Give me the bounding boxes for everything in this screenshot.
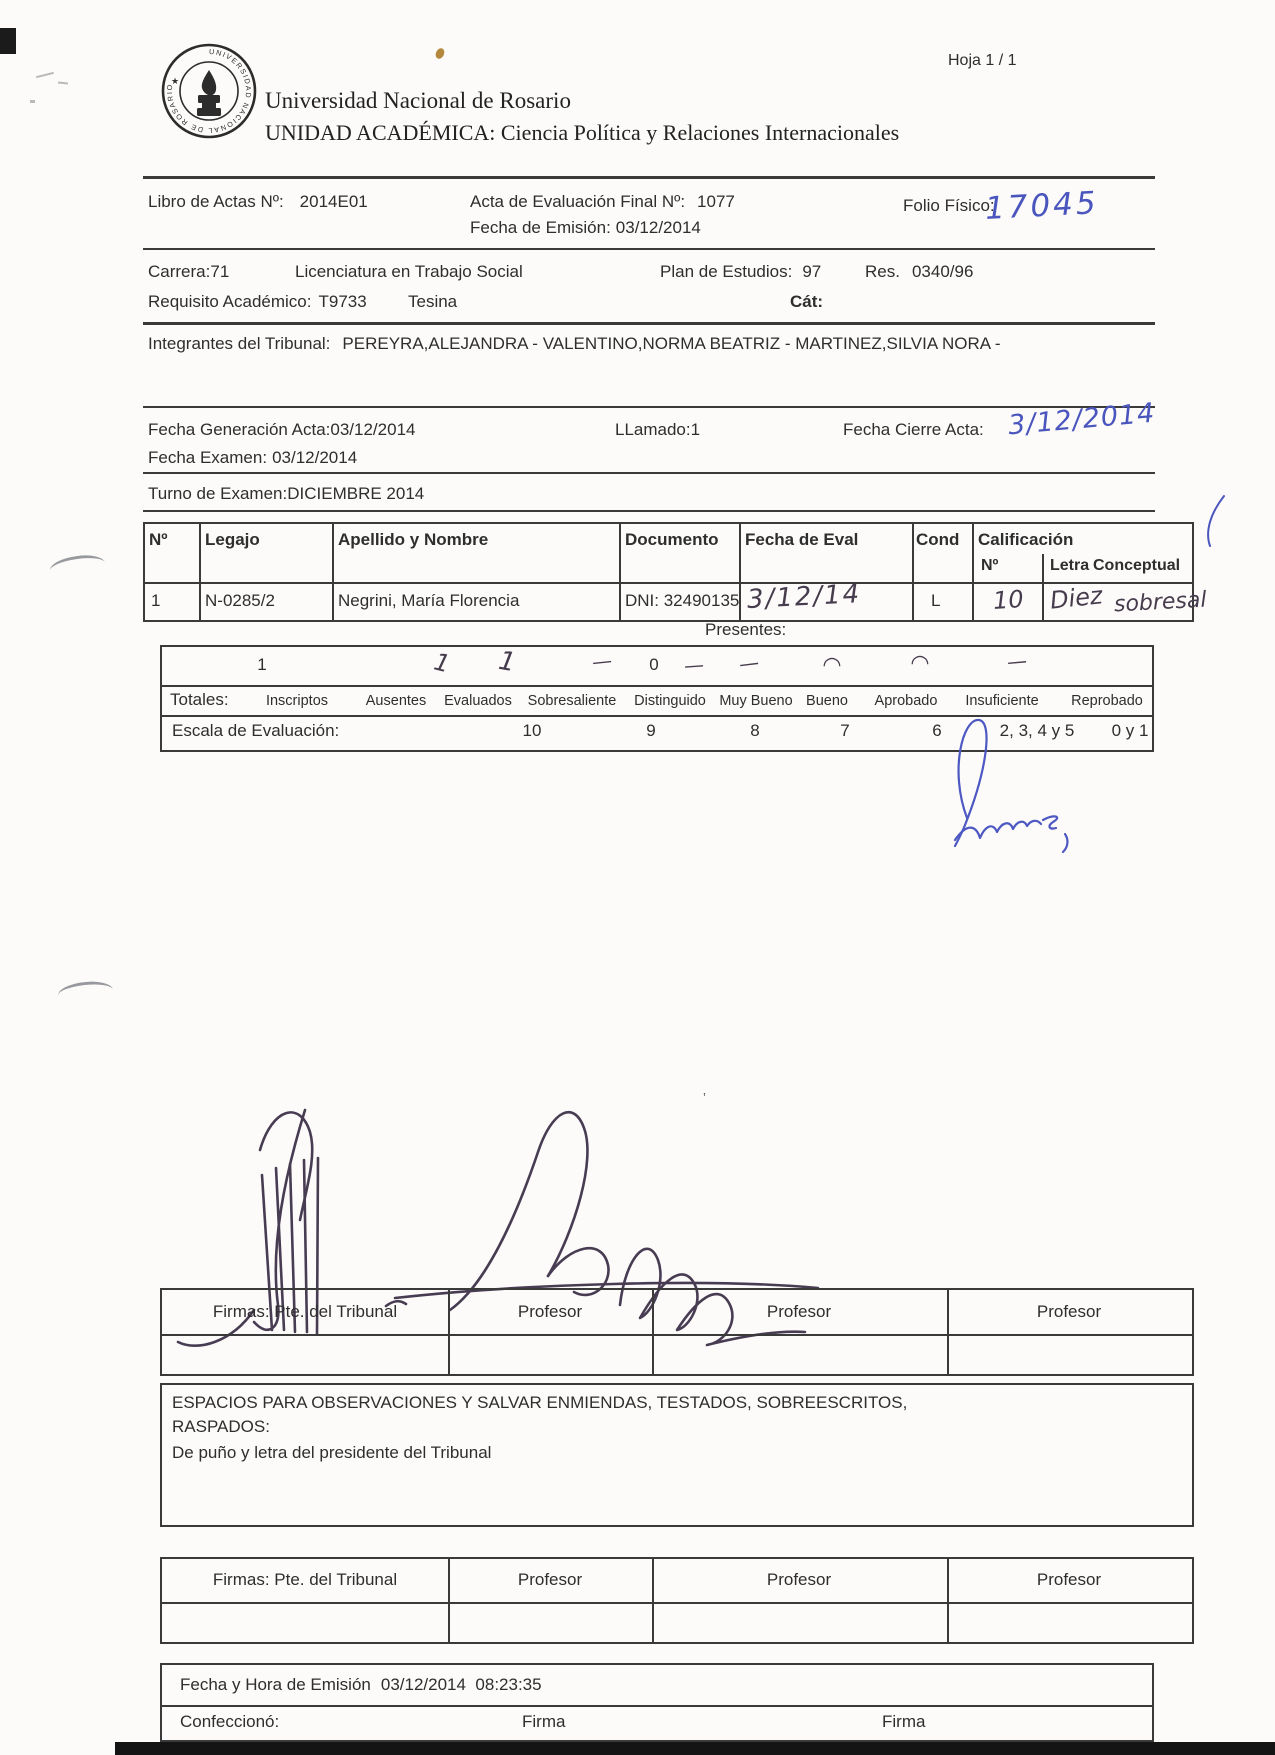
- pencil-mark: [30, 100, 35, 103]
- ink-speck: ’: [703, 1090, 706, 1105]
- escala-10: 10: [522, 721, 542, 740]
- cell-nombre: Negrini, María Florencia: [338, 591, 520, 610]
- res-value: 0340/96: [911, 262, 974, 281]
- escala-reprobado: 0 y 1: [1111, 721, 1149, 740]
- seal-torch-base: [197, 108, 221, 116]
- col-header-documento: Documento: [625, 530, 719, 549]
- firmas-presidente-label: Firmas: Pte. del Tribunal: [212, 1302, 398, 1321]
- emision-value: 03/12/2014 08:23:35: [380, 1675, 542, 1694]
- catedra-label: Cát:: [790, 292, 824, 311]
- section-divider: [143, 472, 1155, 474]
- plan-value: 97: [802, 262, 822, 281]
- seal-star-icon: ★: [171, 76, 180, 86]
- libro-value: 2014E01: [299, 192, 368, 211]
- unr-seal-logo: [160, 40, 258, 142]
- firma-label: Firma: [882, 1712, 926, 1731]
- col-header-legajo: Legajo: [205, 530, 260, 549]
- observaciones-body: De puño y letra del presidente del Tribunal: [172, 1443, 492, 1462]
- firmas-profesor-label: Profesor: [1036, 1570, 1102, 1589]
- turno-label: Turno de Examen:: [148, 484, 288, 503]
- requisito-label: Requisito Académico:: [148, 292, 312, 311]
- table-col-divider: [947, 1290, 949, 1374]
- cell-calif-letra-handwritten: Diez: [1048, 581, 1104, 615]
- plan-de-estudios: [660, 262, 821, 282]
- scan-corner-mark: [0, 28, 16, 54]
- subcol-header-letra: Letra: [1050, 557, 1090, 574]
- fecha-generacion-label: Fecha Generación Acta:: [148, 420, 331, 439]
- firmas-profesor-label: Profesor: [517, 1302, 583, 1321]
- table-col-divider: [652, 1290, 654, 1374]
- emision-label: Fecha y Hora de Emisión: [180, 1675, 371, 1694]
- seal-ring-text: UNIVERSIDAD NACIONAL DE ROSARIO: [164, 46, 254, 136]
- firmas-profesor-label: Profesor: [517, 1570, 583, 1589]
- requisito-name: Tesina: [408, 292, 458, 311]
- cell-legajo: N-0285/2: [205, 591, 275, 610]
- seal-torch-stem: [202, 103, 216, 108]
- table-col-divider: [947, 1559, 949, 1642]
- table-col-divider: [332, 524, 334, 620]
- cell-cond: L: [931, 591, 941, 610]
- cell-documento: DNI: 32490135: [625, 591, 740, 610]
- acta-label: Acta de Evaluación Final Nº:: [470, 192, 686, 211]
- table-col-divider: [448, 1290, 450, 1374]
- col-header-fecha: Fecha de Eval: [745, 530, 859, 549]
- stray-pen-arc: [57, 979, 114, 1006]
- firmas-profesor-label: Profesor: [1036, 1302, 1102, 1321]
- llamado-value: 1: [690, 420, 701, 439]
- total-value-printed: 0: [649, 655, 659, 674]
- table-col-divider: [652, 1559, 654, 1642]
- integrantes-tribunal: [148, 334, 1001, 354]
- subcol-header-conceptual: Conceptual: [1093, 557, 1181, 574]
- pen-tick-mark: [1200, 492, 1228, 550]
- students-table: [143, 522, 1208, 622]
- seal-torch-flame: [202, 70, 216, 95]
- cell-fecha-handwritten: 3/12/14: [746, 579, 862, 615]
- ink-speck: [434, 47, 446, 60]
- col-header-cond: Cond: [916, 530, 960, 549]
- pencil-mark: [58, 81, 68, 84]
- sheet-number: Hoja 1 / 1: [948, 52, 1017, 69]
- carrera-label: Carrera:: [148, 262, 211, 281]
- section-divider: [143, 176, 1155, 179]
- university-name: Universidad Nacional de Rosario: [265, 88, 571, 113]
- escala-8: 8: [750, 721, 760, 740]
- firmas-presidente-label: Firmas: Pte. del Tribunal: [212, 1570, 398, 1589]
- tribunal-members: PEREYRA,ALEJANDRA - VALENTINO,NORMA BEATRIZ - MARTINEZ,SILVIA NORA -: [342, 334, 1001, 353]
- col-header-nombre: Apellido y Nombre: [338, 530, 489, 549]
- cell-calif-nro-handwritten: 10: [992, 584, 1025, 616]
- emision-line: [180, 1675, 542, 1695]
- fecha-emision: [470, 218, 701, 238]
- section-divider: [143, 248, 1155, 250]
- fecha-examen-value: 03/12/2014: [272, 448, 358, 467]
- table-col-divider: [972, 524, 974, 620]
- acta-value: 1077: [697, 192, 735, 211]
- total-value-hand: —: [590, 648, 614, 674]
- total-value-hand: 1: [496, 645, 518, 679]
- libro-label: Libro de Actas Nº:: [148, 192, 284, 211]
- table-row-divider: [162, 685, 1152, 687]
- carrera-name: Licenciatura en Trabajo Social: [295, 262, 523, 281]
- col-evaluados: Evaluados: [444, 693, 512, 709]
- escala-6: 6: [932, 721, 942, 740]
- fecha-generacion-value: 03/12/2014: [330, 420, 416, 439]
- col-insuficiente: Insuficiente: [965, 693, 1039, 709]
- fecha-emision-label: Fecha de Emisión:: [470, 218, 611, 237]
- firma-label: Firma: [522, 1712, 566, 1731]
- escala-label: Escala de Evaluación:: [172, 721, 340, 740]
- carrera-line: [148, 262, 229, 282]
- fecha-cierre-handwritten: 3/12/2014: [1006, 397, 1157, 442]
- fecha-emision-value: 03/12/2014: [615, 218, 701, 237]
- seal-torch-cup: [198, 95, 220, 103]
- fecha-cierre-label: Fecha Cierre Acta:: [843, 420, 984, 439]
- col-aprobado: Aprobado: [874, 693, 938, 709]
- academic-unit: UNIDAD ACADÉMICA: Ciencia Política y Relaciones Internacionales: [265, 120, 900, 145]
- fecha-examen-label: Fecha Examen:: [148, 448, 268, 467]
- col-header-nro: Nº: [149, 530, 168, 549]
- plan-label: Plan de Estudios:: [660, 262, 793, 281]
- col-sobresaliente: Sobresaliente: [527, 693, 617, 709]
- total-value-hand: —: [683, 652, 705, 678]
- section-divider: [143, 406, 1155, 408]
- presentes-label: Presentes:: [705, 620, 787, 639]
- llamado: [615, 420, 700, 440]
- stray-pen-arc: [49, 552, 106, 580]
- table-col-divider: [912, 524, 914, 620]
- firmas-profesor-label: Profesor: [766, 1570, 832, 1589]
- table-row-divider: [162, 1602, 1192, 1604]
- firmas-profesor-label: Profesor: [766, 1302, 832, 1321]
- table-col-divider: [199, 524, 201, 620]
- col-distinguido: Distinguido: [634, 693, 706, 709]
- total-value-inscriptos: 1: [257, 655, 267, 674]
- firmas-table-1: [160, 1288, 1194, 1376]
- total-value-hand: ◠: [823, 653, 841, 678]
- table-row-divider: [162, 1705, 1152, 1707]
- total-value-hand: —: [1005, 648, 1029, 674]
- total-value-hand: —: [737, 649, 761, 677]
- total-value-hand: ◠: [911, 651, 929, 676]
- escala-7: 7: [840, 721, 850, 740]
- totales-label: Totales:: [170, 690, 229, 709]
- firmas-table-2: [160, 1557, 1194, 1644]
- folio-fisico-label: Folio Físico:: [903, 196, 995, 215]
- observaciones-title-2: RASPADOS:: [172, 1417, 270, 1436]
- acta-numero: [470, 192, 735, 212]
- observaciones-box: [160, 1383, 1194, 1527]
- fecha-generacion: [148, 420, 415, 440]
- emision-box: [160, 1663, 1154, 1742]
- escala-9: 9: [646, 721, 656, 740]
- scan-edge-artifact: [115, 1742, 1275, 1755]
- signature-blue: [905, 700, 1075, 860]
- requisito-academico: [148, 292, 367, 312]
- cell-calif-conceptual-handwritten: sobresal: [1113, 587, 1208, 618]
- resolucion: [865, 262, 973, 282]
- llamado-label: LLamado:: [615, 420, 691, 439]
- turno-value: DICIEMBRE 2014: [287, 484, 425, 503]
- col-muy-bueno: Muy Bueno: [719, 693, 793, 709]
- col-ausentes: Ausentes: [365, 693, 427, 709]
- table-row-divider: [162, 1334, 1192, 1336]
- escala-insuficiente: 2, 3, 4 y 5: [999, 721, 1075, 740]
- col-inscriptos: Inscriptos: [265, 693, 329, 709]
- fecha-examen: [148, 448, 357, 468]
- folio-fisico-handwritten: 17045: [984, 185, 1100, 227]
- col-reprobado: Reprobado: [1071, 693, 1143, 709]
- res-label: Res.: [865, 262, 900, 281]
- requisito-code: T9733: [318, 292, 367, 311]
- turno-examen: [148, 484, 424, 504]
- carrera-code: 71: [210, 262, 230, 281]
- confecciono-label: Confeccionó:: [180, 1712, 280, 1731]
- table-col-divider: [448, 1559, 450, 1642]
- subcol-header-nro: Nº: [981, 557, 999, 574]
- section-divider: [143, 510, 1155, 512]
- tribunal-label: Integrantes del Tribunal:: [148, 334, 331, 353]
- signature-professor-1: [450, 1112, 587, 1310]
- table-col-divider: [619, 524, 621, 620]
- section-divider: [143, 322, 1155, 325]
- total-value-hand: 1: [431, 647, 453, 679]
- col-bueno: Bueno: [806, 693, 848, 709]
- observaciones-title-1: ESPACIOS PARA OBSERVACIONES Y SALVAR ENMIENDAS, TESTADOS, SOBREESCRITOS,: [172, 1393, 908, 1412]
- table-row-divider: [145, 582, 1192, 584]
- col-header-calificacion: Calificación: [978, 530, 1074, 549]
- pencil-mark: [36, 72, 54, 78]
- table-subcol-divider: [1042, 554, 1044, 620]
- cell-nro: 1: [151, 591, 161, 610]
- libro-de-actas: [148, 192, 368, 212]
